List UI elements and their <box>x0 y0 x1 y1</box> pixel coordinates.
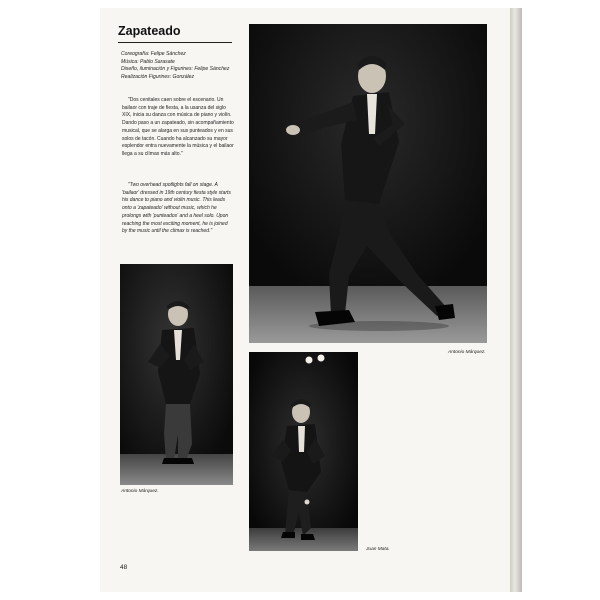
photo-main-dancer <box>249 24 487 343</box>
article-title: Zapateado <box>118 24 181 38</box>
photo-left-dancer <box>120 264 233 485</box>
photo-left-caption: Antonio Márquez. <box>121 489 159 494</box>
spanish-paragraph: "Dos cenitales caen sobre el escenario. Un bailaor con traje de fiesta, a la usanza del siglo XIX, inicia su danza con música de piano y violín. Dando paso a un zapateado, sin acompañamiento musical, que se alarga en sus punteados y en sus solos de tacón. Cuando ha alcanzado su mayor esplendor entra nuevamente la música y el bailaor llega a su clímax más alto." <box>122 97 234 157</box>
credit-line: Diseño, iluminación y Figurines: Felipe Sánchez <box>121 66 230 73</box>
photo-bottom-caption: Juan Mata. <box>366 547 390 552</box>
photo-bottom-dancer <box>249 352 358 551</box>
english-paragraph: "Two overhead spotlights fall on stage. A 'bailaor' dressed in 19th century fiesta style starts his dance to piano and violin music. This leads onto a 'zapateado' without music, which he prolongs with 'punteados' and a heel solo. Upon reaching the most exciting moment, he is joined by the music until the climax is reached." <box>122 182 231 235</box>
credit-line: Coreografía: Felipe Sánchez <box>121 51 186 57</box>
page-number: 48 <box>120 564 128 571</box>
title-rule <box>118 42 232 43</box>
credit-line: Realización Figurines: González <box>121 73 195 80</box>
credits-block <box>121 51 251 81</box>
book-spine <box>510 8 522 592</box>
photo-main-caption: Antonio Márquez. <box>448 350 486 355</box>
credit-line: Música: Pablo Sarasate <box>121 58 175 65</box>
